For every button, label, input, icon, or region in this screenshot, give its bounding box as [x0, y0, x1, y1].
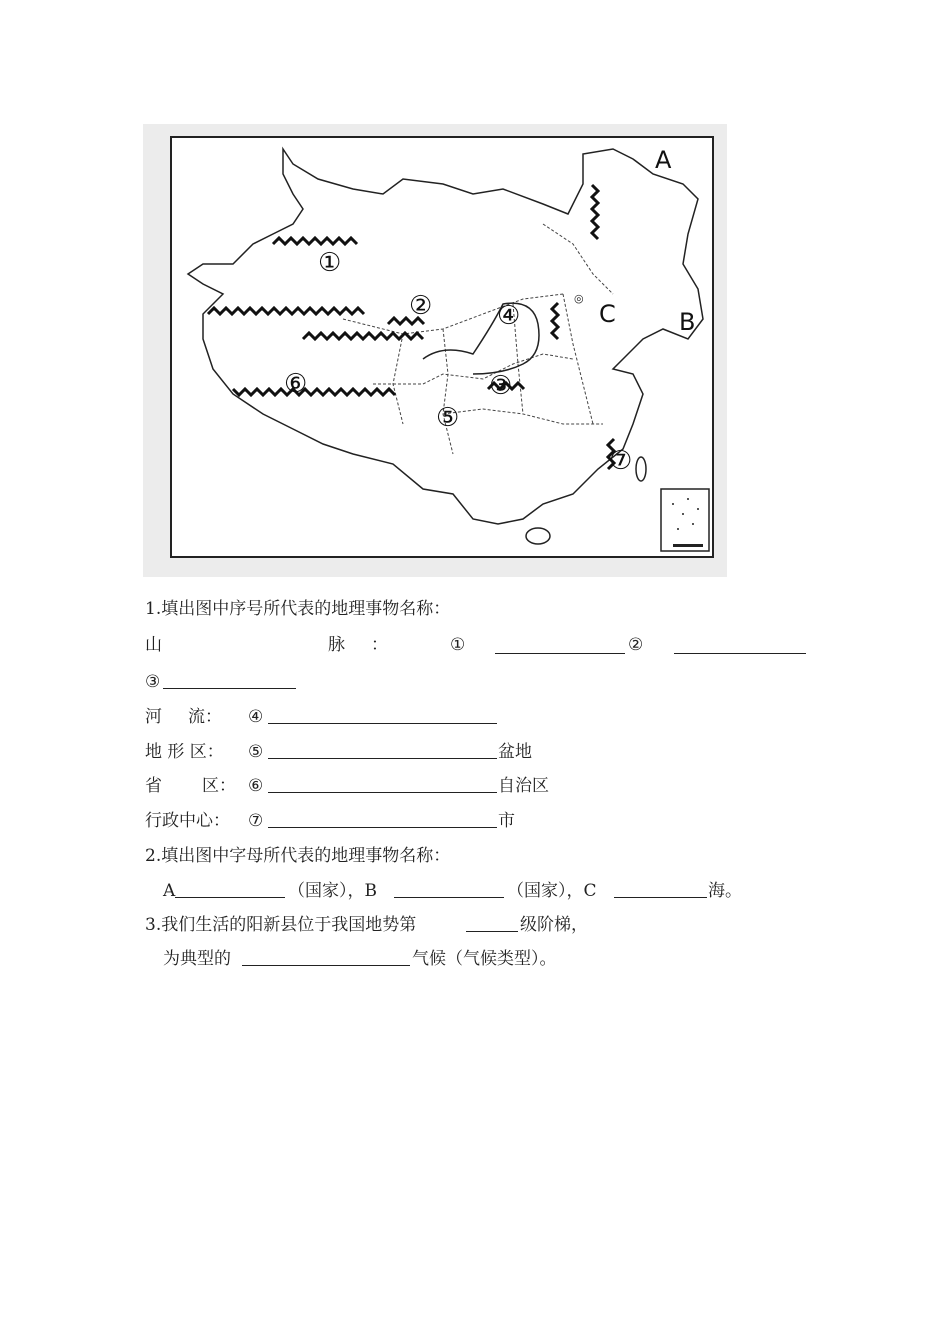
- province-blank[interactable]: [268, 777, 497, 793]
- river-label-a: 河: [145, 707, 162, 727]
- q3-step-blank[interactable]: [466, 916, 518, 932]
- mountain-2-blank[interactable]: [674, 638, 806, 654]
- admin-label: 行政中心：: [145, 811, 230, 831]
- svg-text:◎: ◎: [574, 292, 584, 305]
- q2-a-label: A: [163, 881, 176, 901]
- mountain-num-3: ③: [145, 672, 161, 692]
- admin-blank[interactable]: [268, 812, 497, 828]
- marker-3: ③: [489, 371, 513, 401]
- q3-climate-blank[interactable]: [242, 950, 410, 966]
- marker-1: ①: [318, 248, 342, 278]
- river-num: ④: [248, 707, 264, 727]
- terrain-label: 地 形 区：: [145, 742, 224, 762]
- letter-C: C: [599, 300, 616, 328]
- terrain-num: ⑤: [248, 742, 264, 762]
- map-border: [171, 137, 713, 557]
- q3-line2-suffix: 气候（气候类型）。: [412, 949, 557, 969]
- q3-line2-prefix: 为典型的: [163, 949, 231, 969]
- admin-suffix: 市: [498, 811, 515, 831]
- province-label-a: 省: [145, 776, 162, 796]
- mountain-label-char1: 山: [145, 635, 162, 655]
- mountain-1-blank[interactable]: [495, 638, 625, 654]
- marker-2: ②: [409, 291, 433, 321]
- letter-B: B: [679, 308, 696, 336]
- letter-A: A: [655, 146, 672, 174]
- q2-b-suffix: （国家），C: [507, 881, 597, 901]
- terrain-blank[interactable]: [268, 743, 497, 759]
- q3-line1-prefix: 3.我们生活的阳新县位于我国地势第: [145, 915, 417, 935]
- china-outline-map: [143, 124, 727, 577]
- q3-line1-suffix: 级阶梯，: [520, 915, 588, 935]
- admin-num: ⑦: [248, 811, 264, 831]
- q2-a-blank[interactable]: [175, 882, 285, 898]
- mountain-label-char2: 脉: [328, 635, 345, 655]
- river-label-b: 流：: [188, 707, 222, 727]
- mountain-3-blank[interactable]: [163, 673, 296, 689]
- map-drawing: [143, 124, 727, 577]
- mountain-label-colon: ：: [371, 635, 388, 655]
- q1-title: 1.填出图中序号所代表的地理事物名称：: [145, 599, 451, 619]
- mountain-num-1: ①: [450, 635, 466, 655]
- q2-c-suffix: 海。: [708, 881, 742, 901]
- marker-5: ⑤: [436, 403, 460, 433]
- q2-c-blank[interactable]: [614, 882, 707, 898]
- q2-title: 2.填出图中字母所代表的地理事物名称：: [145, 846, 451, 866]
- marker-6: ⑥: [284, 369, 308, 399]
- province-num: ⑥: [248, 776, 264, 796]
- marker-4: ④: [497, 301, 521, 331]
- terrain-suffix: 盆地: [498, 742, 532, 762]
- river-blank[interactable]: [268, 708, 497, 724]
- marker-7: ⑦: [609, 446, 633, 476]
- q2-a-suffix: （国家），B: [288, 881, 377, 901]
- mountain-num-2: ②: [628, 635, 644, 655]
- province-label-b: 区：: [202, 776, 236, 796]
- south-sea-inset: [661, 489, 709, 551]
- province-suffix: 自治区: [498, 776, 549, 796]
- q2-b-blank[interactable]: [394, 882, 504, 898]
